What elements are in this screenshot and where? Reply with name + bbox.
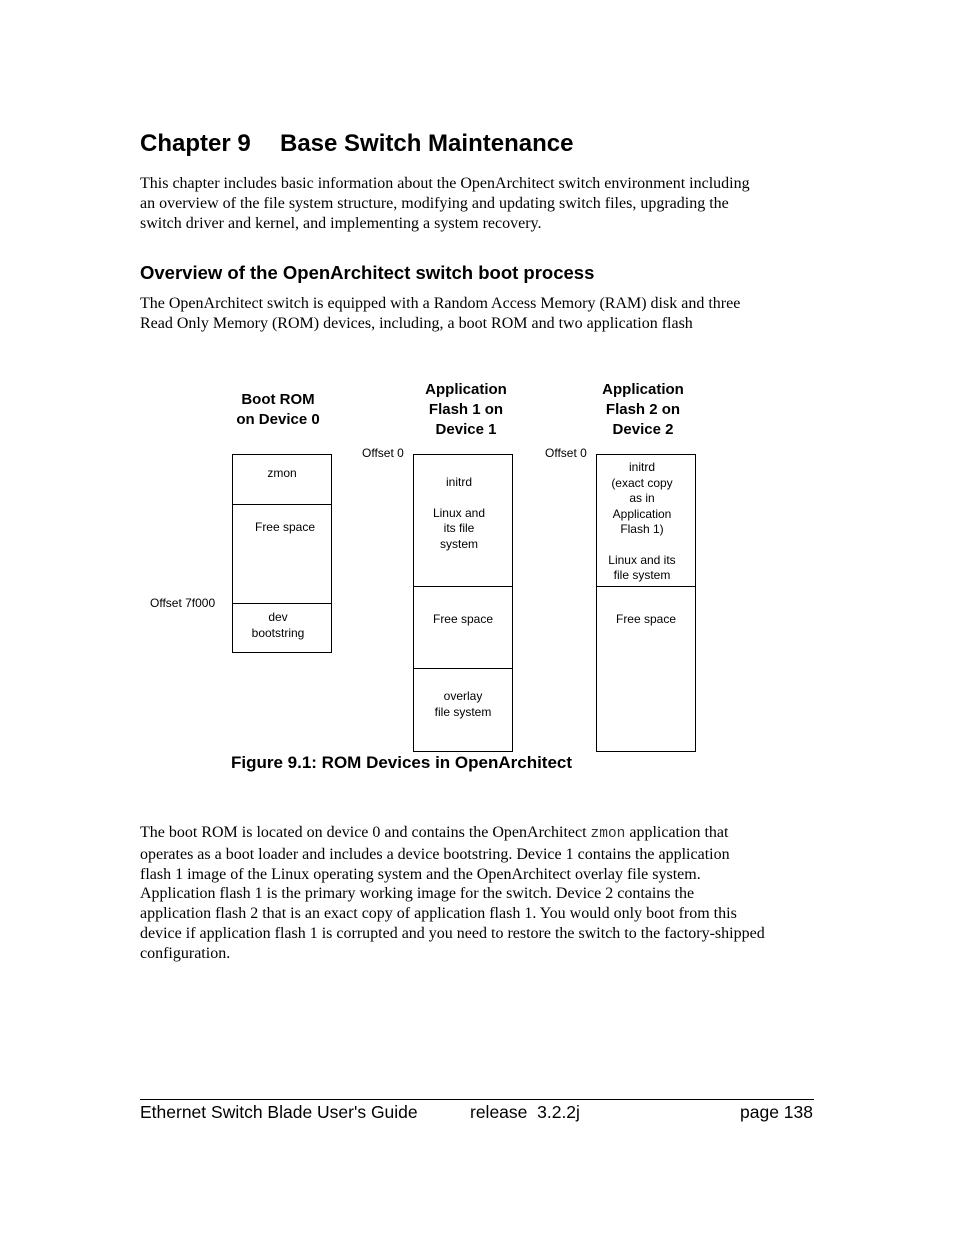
flash1-overlay-segment	[414, 668, 512, 752]
segment-label: Linux and its file system	[608, 552, 676, 582]
paragraph-line: flash 1 image of the Linux operating system and the OpenArchitect overlay file system.	[140, 865, 701, 883]
segment-label: dev bootstring	[251, 610, 305, 640]
flash1-box	[413, 454, 513, 752]
segment-label: Free space	[432, 612, 494, 626]
flash2-box	[596, 454, 696, 752]
footer-release: release 3.2.2j	[470, 1102, 580, 1122]
paragraph-text: The boot ROM is located on device 0 and contains the OpenArchitect	[140, 824, 591, 841]
footer-guide-title: Ethernet Switch Blade User's Guide	[140, 1102, 418, 1122]
boot-rom-zmon-segment	[233, 455, 331, 505]
chapter-number: Chapter 9	[140, 130, 251, 157]
footer-rule	[140, 1099, 814, 1100]
section-paragraph	[140, 294, 740, 334]
boot-rom-offset-label: Offset 7f000	[150, 596, 216, 610]
paragraph-line	[140, 823, 765, 845]
segment-label: zmon	[267, 466, 297, 480]
segment-label: overlay file system	[434, 689, 492, 719]
boot-rom-free-segment	[233, 504, 331, 604]
flash2-free-segment	[597, 586, 695, 752]
flash1-initrd-linux-segment	[414, 455, 512, 587]
section-line: Read Only Memory (ROM) devices, including, a boot ROM and two application flash	[140, 314, 693, 332]
paragraph-text: application that	[625, 824, 729, 841]
boot-rom-paragraph	[140, 823, 765, 964]
segment-label: Free space	[615, 612, 677, 626]
flash2-initrd-linux-segment	[597, 455, 695, 587]
paragraph-line: device if application flash 1 is corrupted and you need to restore the switch to the factory-shipped	[140, 924, 765, 942]
paragraph-line: configuration.	[140, 944, 231, 962]
chapter-name: Base Switch Maintenance	[280, 130, 574, 157]
flash1-free-segment	[414, 586, 512, 669]
intro-line: This chapter includes basic information about the OpenArchitect switch environment including	[140, 175, 750, 192]
flash2-offset-label: Offset 0	[545, 446, 587, 460]
figure-caption: Figure 9.1: ROM Devices in OpenArchitect	[231, 753, 573, 772]
flash1-heading: Application Flash 1 on Device 1	[425, 381, 507, 438]
segment-label: initrd (exact copy as in Application Flash 1)	[611, 460, 673, 536]
paragraph-line: Application flash 1 is the primary working image for the switch. Device 2 contains the	[140, 885, 695, 903]
paragraph-line: application flash 2 that is an exact copy of application flash 1. You would only boot from this	[140, 905, 737, 923]
paragraph-line: operates as a boot loader and includes a device bootstring. Device 1 contains the application	[140, 845, 730, 863]
flash1-offset-label: Offset 0	[362, 446, 404, 460]
segment-label: Linux and its file system	[432, 505, 486, 551]
chapter-title	[140, 128, 573, 160]
intro-line: switch driver and kernel, and implementing a system recovery.	[140, 214, 542, 232]
intro-paragraph	[140, 174, 750, 233]
segment-label: Free space	[254, 520, 316, 534]
boot-rom-bootstring-segment	[233, 603, 331, 653]
flash2-heading: Application Flash 2 on Device 2	[602, 381, 684, 438]
segment-label: initrd	[445, 475, 472, 489]
intro-line: an overview of the file system structure, modifying and updating switch files, upgrading the	[140, 194, 729, 212]
zmon-code: zmon	[590, 826, 626, 842]
footer-page-number: page 138	[740, 1102, 813, 1122]
section-title: Overview of the OpenArchitect switch boot process	[140, 262, 595, 283]
boot-rom-box	[232, 454, 332, 653]
boot-rom-heading: Boot ROM on Device 0	[236, 391, 320, 428]
section-line: The OpenArchitect switch is equipped with a Random Access Memory (RAM) disk and three	[140, 295, 741, 312]
